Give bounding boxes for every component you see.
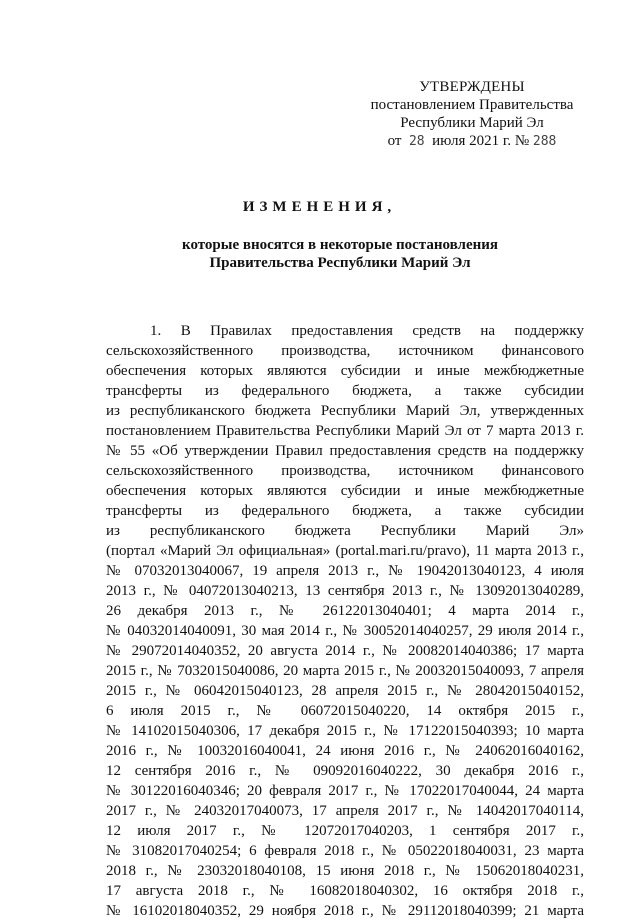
- date-prefix: от: [387, 133, 402, 149]
- body-line: № 29072014040352, 20 августа 2014 г., № 20082014040386; 17 марта: [106, 643, 584, 659]
- body-line: 12 июля 2017 г., № 12072017040203, 1 сентября 2017 г.,: [106, 823, 584, 839]
- body-line: 2015 г., № 06042015040123, 28 апреля 2015 г., № 28042015040152,: [106, 683, 584, 699]
- approval-day: 28: [408, 134, 425, 149]
- body-line: обеспечения которых являются субсидии и иные межбюджетные: [106, 363, 584, 379]
- approval-number: 288: [532, 134, 557, 149]
- approval-line-1: постановлением Правительства: [370, 97, 574, 113]
- approval-date-line: [362, 132, 582, 151]
- body-line: из республиканского бюджета Республики Марий Эл, утвержденных: [106, 403, 584, 419]
- approval-header: УТВЕРЖДЕНЫ: [419, 79, 525, 95]
- body-line: постановлением Правительства Республики Марий Эл от 7 марта 2013 г.: [106, 423, 584, 439]
- body-line: трансферты из федерального бюджета, а также субсидии: [106, 383, 584, 399]
- body-line: 2015 г., № 7032015040086, 20 марта 2015 г., № 20032015040093, 7 апреля: [106, 663, 584, 679]
- document-body: [106, 321, 584, 921]
- subtitle-line-1: которые вносятся в некоторые постановления: [182, 237, 498, 253]
- body-line: 2018 г., № 23032018040108, 15 июня 2018 г., № 15062018040231,: [106, 863, 584, 879]
- body-line: 26 декабря 2013 г., № 26122013040401; 4 марта 2014 г.,: [106, 603, 584, 619]
- body-line: 1. В Правилах предоставления средств на поддержку: [150, 323, 584, 339]
- document-title: ИЗМЕНЕНИЯ,: [242, 199, 397, 215]
- body-line: № 14102015040306, 17 декабря 2015 г., № 17122015040393; 10 марта: [106, 723, 584, 739]
- body-line: № 55 «Об утверждении Правил предоставления средств на поддержку: [106, 443, 584, 459]
- document-subtitle: [100, 236, 580, 272]
- body-line: трансферты из федерального бюджета, а также субсидии: [106, 503, 584, 519]
- body-line: 2013 г., № 04072013040213, 13 сентября 2013 г., № 13092013040289,: [106, 583, 584, 599]
- body-line: 6 июля 2015 г., № 06072015040220, 14 октября 2015 г.,: [106, 703, 584, 719]
- approval-line-2: Республики Марий Эл: [400, 115, 544, 131]
- body-line: (портал «Марий Эл официальная» (portal.mari.ru/pravo), 11 марта 2013 г.,: [106, 543, 584, 559]
- body-line: 17 августа 2018 г., № 16082018040302, 16 октября 2018 г.,: [106, 883, 584, 899]
- approval-stamp: [362, 78, 582, 151]
- body-line: № 30122016040346; 20 февраля 2017 г., № 17022017040044, 24 марта: [106, 783, 584, 799]
- body-line: из республиканского бюджета Республики Марий Эл»: [106, 523, 584, 539]
- body-line: 12 сентября 2016 г., № 09092016040222, 30 декабря 2016 г.,: [106, 763, 584, 779]
- body-line: сельскохозяйственного производства, источником финансового: [106, 463, 584, 479]
- body-line: 2016 г., № 10032016040041, 24 июня 2016 г., № 24062016040162,: [106, 743, 584, 759]
- body-line: № 31082017040254; 6 февраля 2018 г., № 05022018040031, 23 марта: [106, 843, 584, 859]
- date-middle: июля 2021 г. №: [432, 133, 530, 149]
- body-line: сельскохозяйственного производства, источником финансового: [106, 343, 584, 359]
- subtitle-line-2: Правительства Республики Марий Эл: [209, 255, 471, 271]
- body-line: № 16102018040352, 29 ноября 2018 г., № 29112018040399; 21 марта: [106, 903, 584, 919]
- body-line: обеспечения которых являются субсидии и иные межбюджетные: [106, 483, 584, 499]
- body-line: 2017 г., № 24032017040073, 17 апреля 2017 г., № 14042017040114,: [106, 803, 584, 819]
- body-line: № 07032013040067, 19 апреля 2013 г., № 19042013040123, 4 июля: [106, 563, 584, 579]
- body-line: № 04032014040091, 30 мая 2014 г., № 30052014040257, 29 июля 2014 г.,: [106, 623, 584, 639]
